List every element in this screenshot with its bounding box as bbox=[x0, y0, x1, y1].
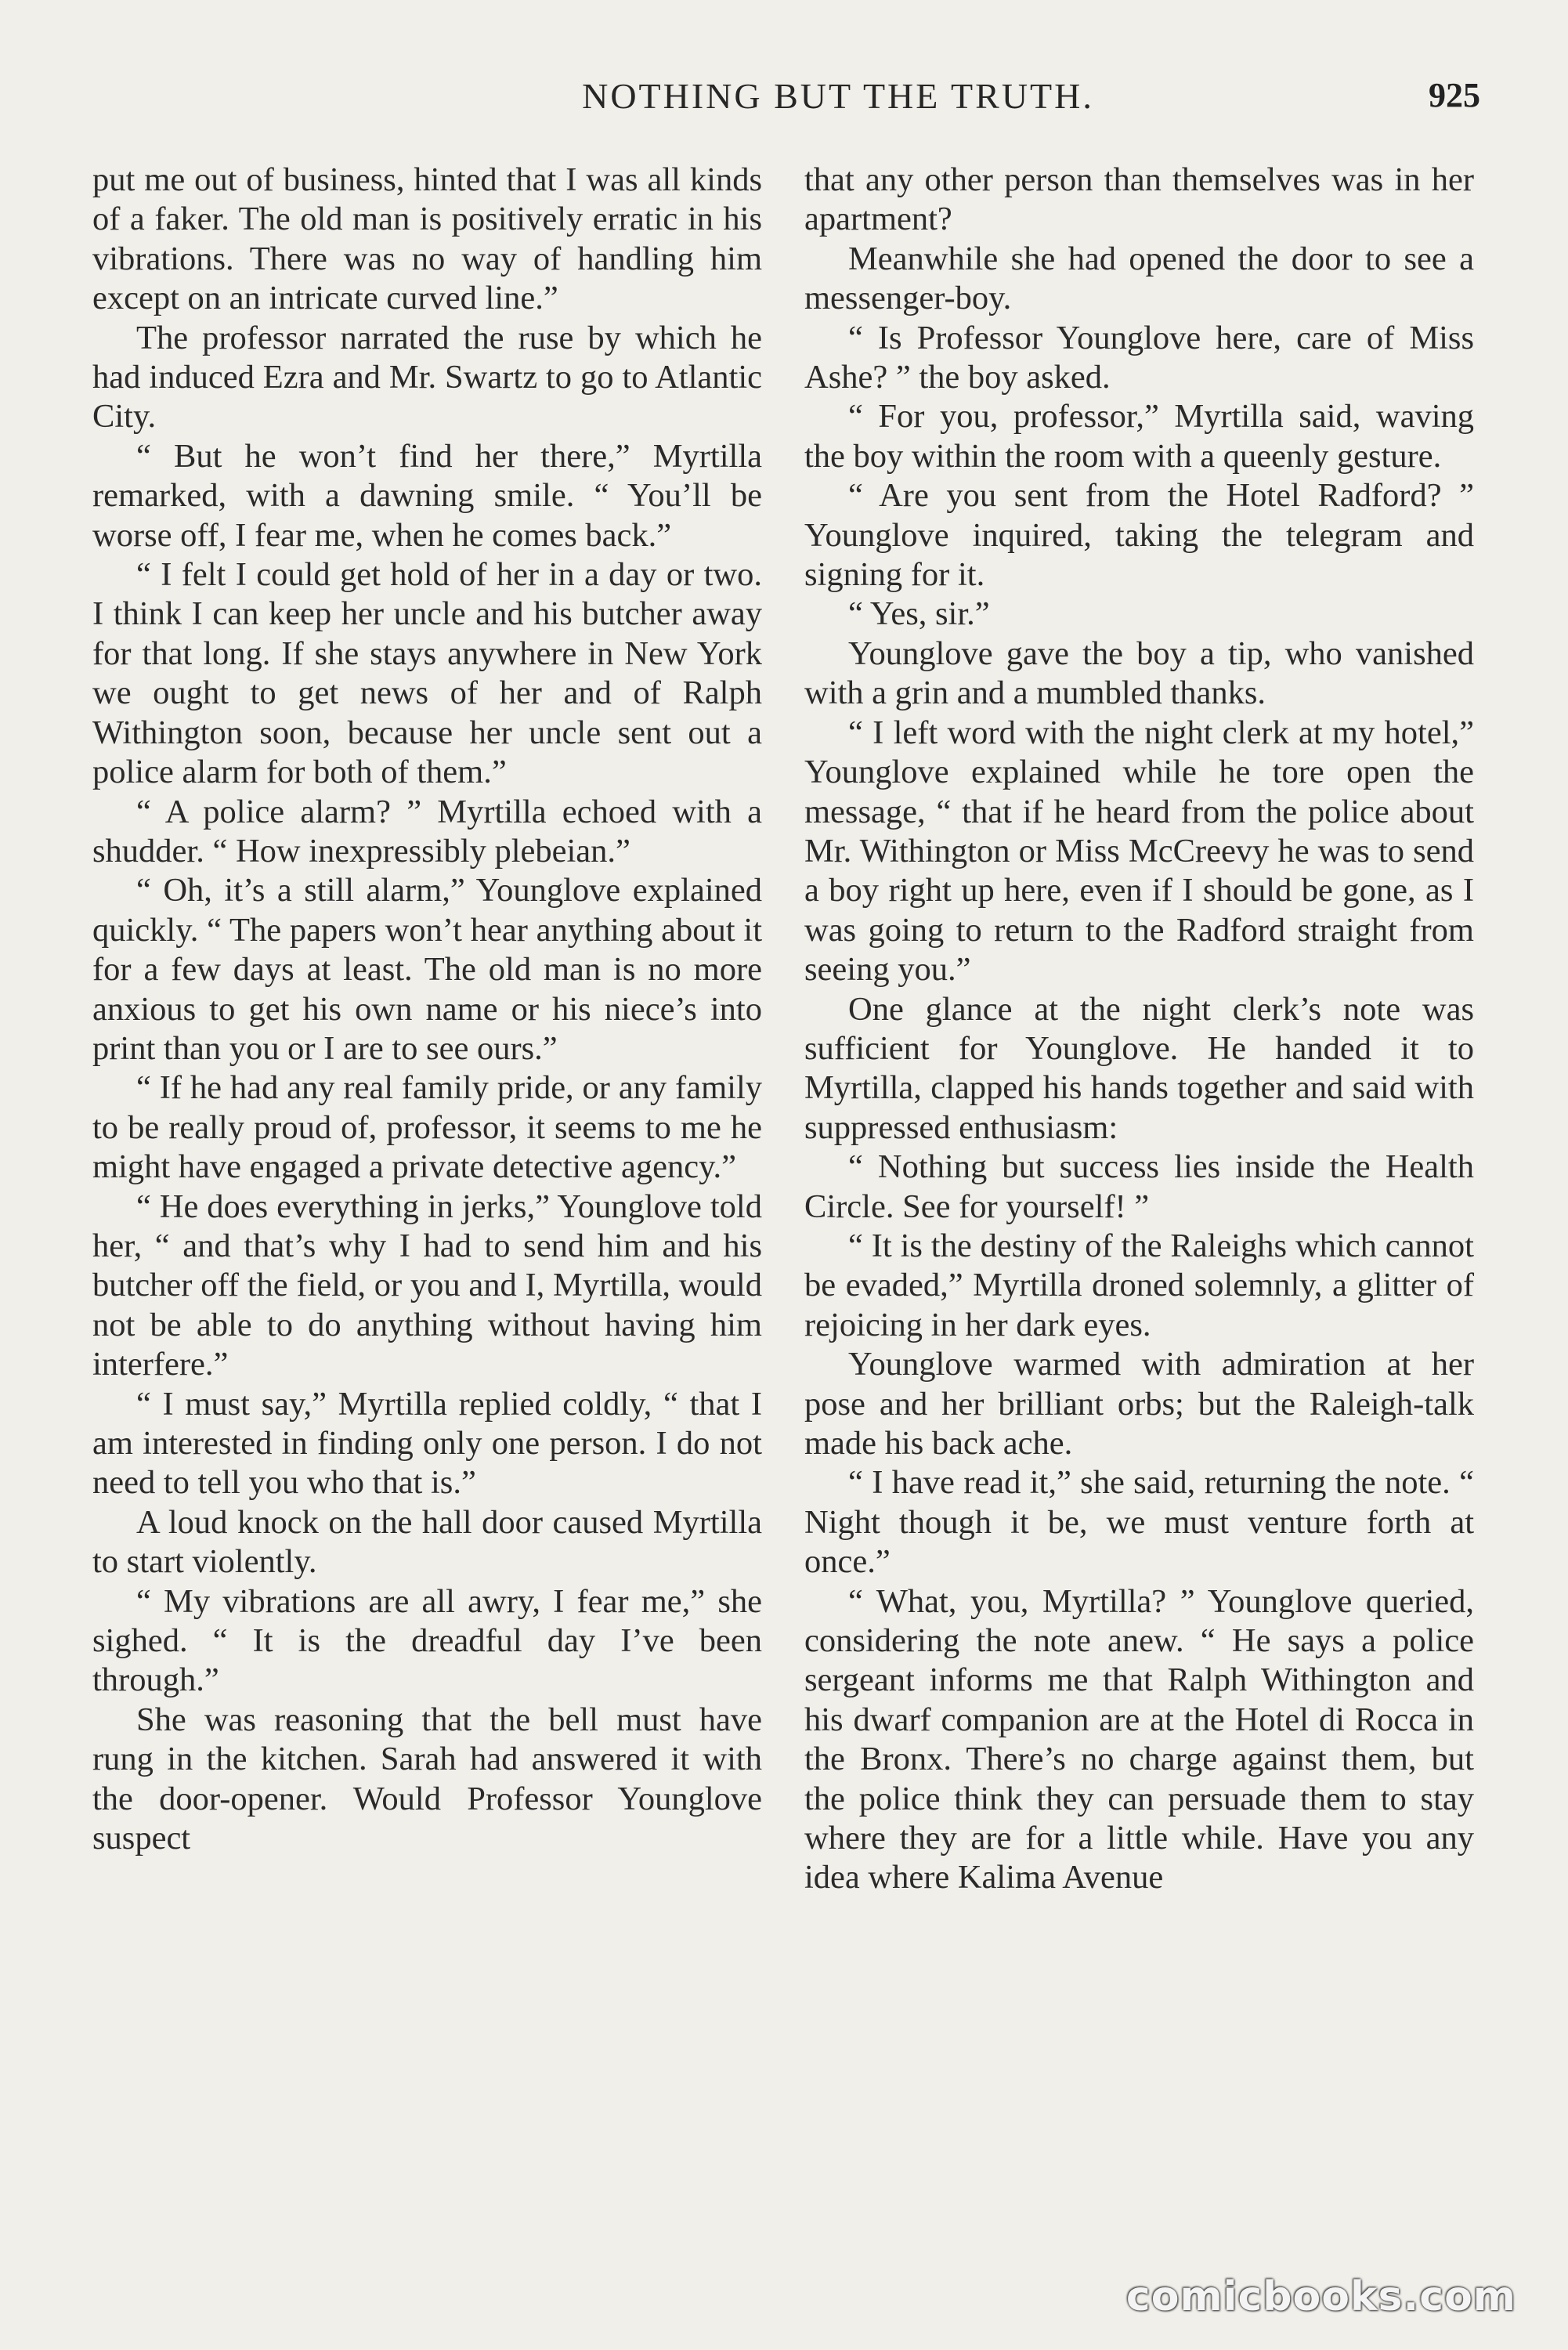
page-header bbox=[78, 75, 1480, 130]
paragraph: “ Yes, sir.” bbox=[848, 595, 990, 633]
paragraph: “ I must say,” Myrtilla replied coldly, “ that I am interested in finding only one person. I do not need to tell you who that is.” bbox=[92, 1385, 762, 1502]
paragraph: “ It is the destiny of the Raleighs which cannot be evaded,” Myrtilla droned solemnly, a glitter of rejoicing in her dark eyes. bbox=[804, 1227, 1474, 1343]
paragraph: “ My vibrations are all awry, I fear me,” she sighed. “ It is the dreadful day I’ve been through.” bbox=[92, 1582, 762, 1699]
left-column bbox=[92, 161, 762, 1858]
paragraph: “ A police alarm? ” Myrtilla echoed with a shudder. “ How inexpressibly plebeian.” bbox=[92, 793, 762, 870]
paragraph: “ Oh, it’s a still alarm,” Younglove explained quickly. “ The papers won’t hear anything about it for a few days at least. The old man is no more anxious to get his own name or his niece’s into print than you or I are to see ours.” bbox=[92, 872, 762, 1067]
right-column bbox=[804, 161, 1474, 1898]
page-number: 925 bbox=[1429, 76, 1480, 114]
paragraph: She was reasoning that the bell must have rung in the kitchen. Sarah had answered it with the door-opener. Would Professor Younglove suspect bbox=[92, 1701, 762, 1857]
paragraph: “ If he had any real family pride, or any family to be really proud of, professor, it seems to me he might have engaged a private detective agency.” bbox=[92, 1069, 762, 1186]
paragraph: “ Nothing but success lies inside the Health Circle. See for yourself! ” bbox=[804, 1148, 1474, 1225]
paragraph: “ He does everything in jerks,” Younglove told her, “ and that’s why I had to send him and his butcher off the field, or you and I, Myrtilla, would not be able to do anything without having him interfere.” bbox=[92, 1188, 762, 1383]
paragraph: “ Is Professor Younglove here, care of Miss Ashe? ” the boy asked. bbox=[804, 319, 1474, 396]
paragraph: Meanwhile she had opened the door to see a messenger-boy. bbox=[804, 240, 1474, 317]
paragraph: The professor narrated the ruse by which he had induced Ezra and Mr. Swartz to go to Atlantic City. bbox=[92, 319, 762, 436]
paragraph: Younglove gave the boy a tip, who vanished with a grin and a mumbled thanks. bbox=[804, 634, 1474, 712]
paragraph: “ I have read it,” she said, returning the note. “ Night though it be, we must venture forth at once.” bbox=[804, 1464, 1474, 1581]
paragraph: “ For you, professor,” Myrtilla said, waving the boy within the room with a queenly gesture. bbox=[804, 398, 1474, 475]
paragraph: that any other person than themselves was in her apartment? bbox=[804, 161, 1474, 238]
paragraph: “ But he won’t find her there,” Myrtilla remarked, with a dawning smile. “ You’ll be worse off, I fear me, when he comes back.” bbox=[92, 437, 762, 554]
paragraph: A loud knock on the hall door caused Myrtilla to start violently. bbox=[92, 1503, 762, 1581]
paragraph: One glance at the night clerk’s note was sufficient for Younglove. He handed it to Myrtilla, clapped his hands together and said with suppressed enthusiasm: bbox=[804, 990, 1474, 1146]
paragraph: “ What, you, Myrtilla? ” Younglove queried, considering the note anew. “ He says a police sergeant informs me that Ralph Withington and his dwarf companion are at the Hotel di Rocca in the Bronx. There’s no charge against them, but the police think they can persuade them to stay where they are for a little while. Have you any idea where Kalima Avenue bbox=[804, 1582, 1474, 1896]
paragraph: “ I felt I could get hold of her in a day or two. I think I can keep her uncle and his butcher away for that long. If she stays anywhere in New York we ought to get news of her and of Ralph Withington soon, because her uncle sent out a police alarm for both of them.” bbox=[92, 556, 762, 791]
watermark-logo: comicbooks.com bbox=[1125, 2273, 1516, 2320]
paragraph: “ Are you sent from the Hotel Radford? ” Younglove inquired, taking the telegram and signing for it. bbox=[804, 477, 1474, 594]
running-title: NOTHING BUT THE TRUTH. bbox=[582, 76, 1094, 116]
paragraph: put me out of business, hinted that I was all kinds of a faker. The old man is positively erratic in his vibrations. There was no way of handling him except on an intricate curved line.” bbox=[92, 161, 762, 317]
paragraph: “ I left word with the night clerk at my hotel,” Younglove explained while he tore open the message, “ that if he heard from the police about Mr. Withington or Miss McCreevy he was to send a boy right up here, even if I should be gone, as I was going to return to the Radford straight from seeing you.” bbox=[804, 714, 1474, 989]
paragraph: Younglove warmed with admiration at her pose and her brilliant orbs; but the Raleigh-talk made his back ache. bbox=[804, 1346, 1474, 1462]
